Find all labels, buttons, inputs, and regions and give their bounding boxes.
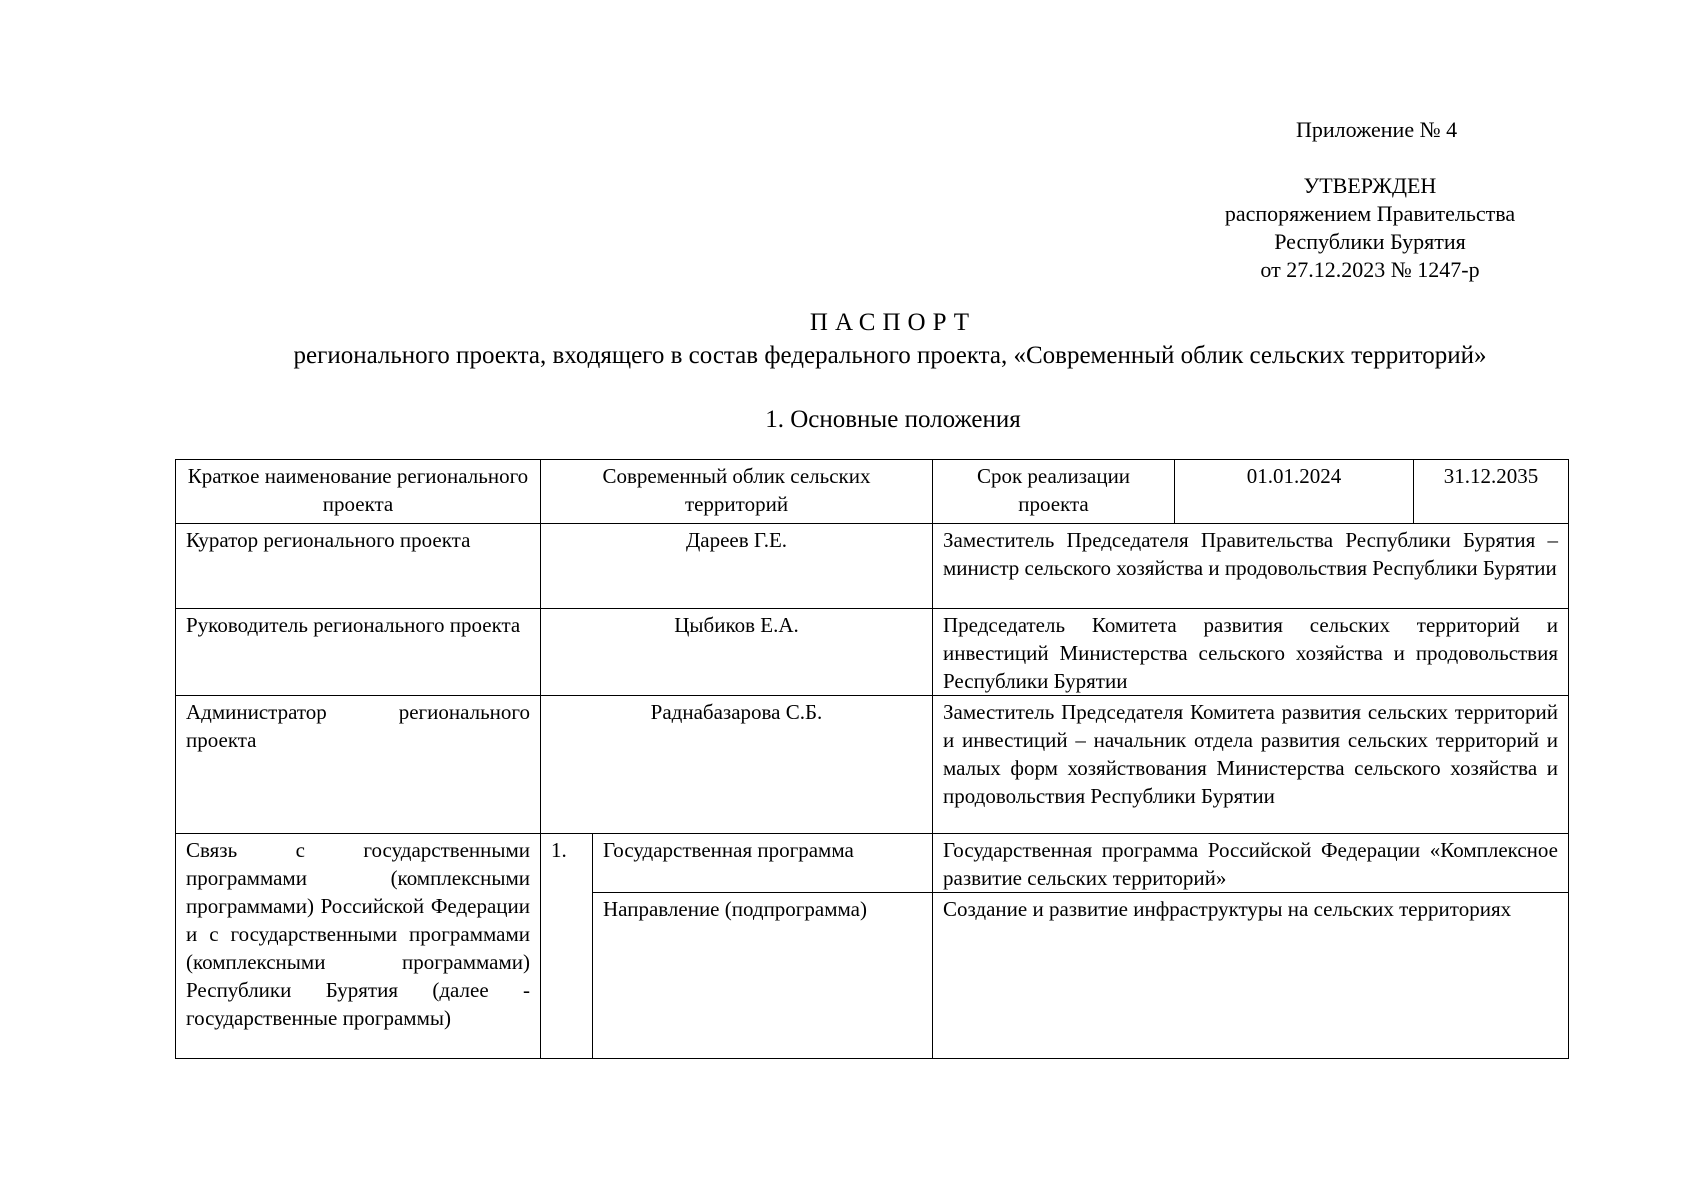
table-row	[176, 609, 1569, 696]
head-name: Цыбиков Е.А.	[541, 609, 933, 696]
curator-label: Куратор регионального проекта	[176, 524, 541, 609]
term-end: 31.12.2035	[1414, 460, 1569, 524]
head-position: Председатель Комитета развития сельских территорий и инвестиций Министерства сельского хозяйства и продовольствия Республики Бурятии	[933, 609, 1569, 696]
admin-label: Администратор регионального проекта	[176, 696, 541, 834]
table-row	[176, 524, 1569, 609]
curator-position: Заместитель Председателя Правительства Республики Бурятия – министр сельского хозяйства и продовольствия Республики Бурятии	[933, 524, 1569, 609]
head-label: Руководитель регионального проекта	[176, 609, 541, 696]
short-name-value: Современный облик сельских территорий	[541, 460, 933, 524]
approval-block	[1210, 172, 1530, 284]
term-label: Срок реализации проекта	[933, 460, 1175, 524]
passport-table	[175, 459, 1569, 1059]
approval-line-1: распоряжением Правительства	[1224, 201, 1516, 226]
approval-line-2: Республики Бурятия	[1274, 229, 1466, 254]
direction-value: Создание и развитие инфраструктуры на сельских территориях	[933, 893, 1569, 1059]
appendix-number: Приложение № 4	[1296, 117, 1458, 142]
approval-status: УТВЕРЖДЕН	[1303, 173, 1437, 198]
table-row	[176, 460, 1569, 524]
admin-name: Раднабазарова С.Б.	[541, 696, 933, 834]
document-title: ПАСПОРТ	[809, 309, 977, 336]
program-link-number: 1.	[541, 834, 593, 1059]
table-row	[176, 834, 1569, 893]
admin-position: Заместитель Председателя Комитета развития сельских территорий и инвестиций – начальник отдела развития сельских территорий и малых форм хозяйствования Министерства сельского хозяйства и продовольствия Республики Бурятии	[933, 696, 1569, 834]
program-value: Государственная программа Российской Федерации «Комплексное развитие сельских территорий»	[933, 834, 1569, 893]
program-link-label: Связь с государственными программами (комплексными программами) Российской Федерации и с государственными программами (комплексными программами) Республики Бурятия (далее - государственные программы)	[176, 834, 541, 1059]
section-title: 1. Основные положения	[765, 406, 1021, 433]
short-name-label: Краткое наименование регионального проекта	[176, 460, 541, 524]
table-row	[176, 696, 1569, 834]
term-start: 01.01.2024	[1175, 460, 1414, 524]
document-subtitle: регионального проекта, входящего в состав федерального проекта, «Современный облик сельских территорий»	[293, 342, 1487, 369]
direction-label: Направление (подпрограмма)	[593, 893, 933, 1059]
approval-line-3: от 27.12.2023 № 1247-р	[1260, 257, 1480, 282]
program-label: Государственная программа	[593, 834, 933, 893]
curator-name: Дареев Г.Е.	[541, 524, 933, 609]
